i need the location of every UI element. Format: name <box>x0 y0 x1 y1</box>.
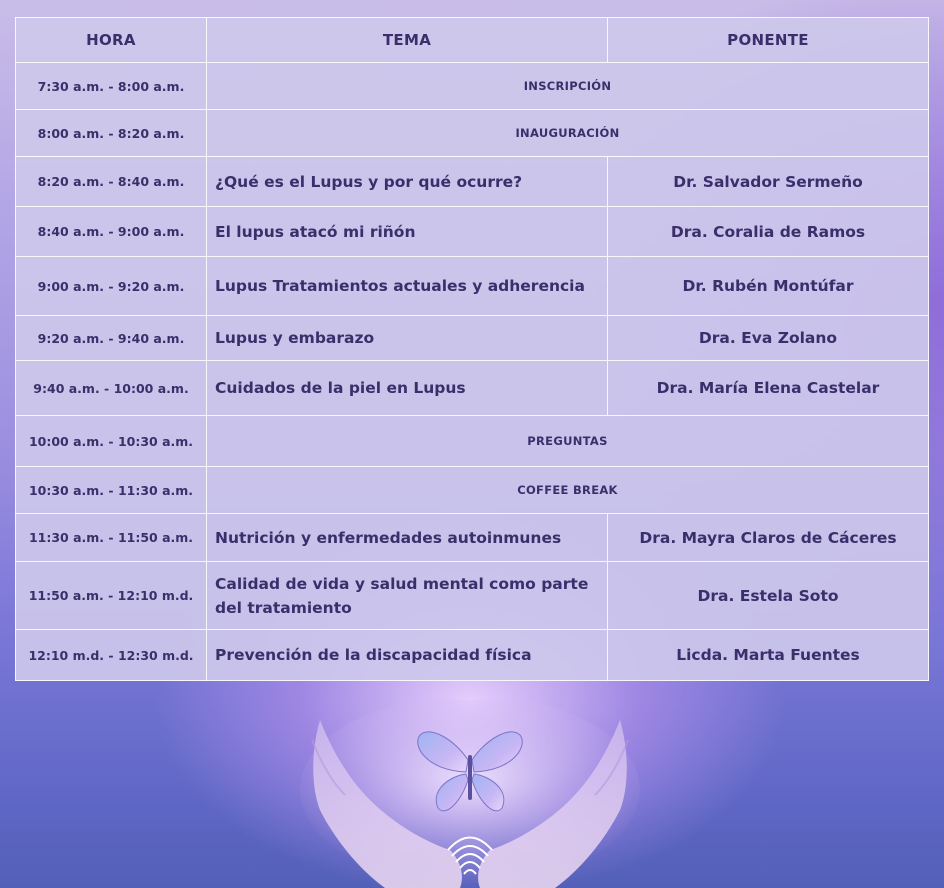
row-ponente: Dra. Coralia de Ramos <box>608 207 929 257</box>
row-tema: El lupus atacó mi riñón <box>207 207 608 257</box>
row-tema: Calidad de vida y salud mental como parte del tratamiento <box>207 562 608 630</box>
row-hora: 7:30 a.m. - 8:00 a.m. <box>16 63 207 110</box>
table-row <box>16 257 929 316</box>
row-tema: Lupus y embarazo <box>207 316 608 361</box>
header-hora: HORA <box>16 18 207 63</box>
row-ponente: Dr. Rubén Montúfar <box>608 257 929 316</box>
row-hora: 8:40 a.m. - 9:00 a.m. <box>16 207 207 257</box>
row-event: PREGUNTAS <box>207 416 929 467</box>
row-hora: 11:30 a.m. - 11:50 a.m. <box>16 514 207 562</box>
row-hora: 9:40 a.m. - 10:00 a.m. <box>16 361 207 416</box>
header-tema: TEMA <box>207 18 608 63</box>
row-ponente: Dr. Salvador Sermeño <box>608 157 929 207</box>
hands-butterfly-illustration <box>290 700 650 888</box>
schedule-table <box>15 17 929 681</box>
table-row <box>16 207 929 257</box>
row-tema: Prevención de la discapacidad física <box>207 630 608 681</box>
row-tema: ¿Qué es el Lupus y por qué ocurre? <box>207 157 608 207</box>
table-row <box>16 467 929 514</box>
table-row <box>16 316 929 361</box>
row-hora: 8:00 a.m. - 8:20 a.m. <box>16 110 207 157</box>
row-event: COFFEE BREAK <box>207 467 929 514</box>
table-row <box>16 157 929 207</box>
table-row <box>16 416 929 467</box>
row-hora: 9:00 a.m. - 9:20 a.m. <box>16 257 207 316</box>
table-row <box>16 562 929 630</box>
row-hora: 11:50 a.m. - 12:10 m.d. <box>16 562 207 630</box>
row-event: INSCRIPCIÓN <box>207 63 929 110</box>
row-ponente: Dra. María Elena Castelar <box>608 361 929 416</box>
row-ponente: Licda. Marta Fuentes <box>608 630 929 681</box>
table-row <box>16 63 929 110</box>
row-tema: Nutrición y enfermedades autoinmunes <box>207 514 608 562</box>
row-hora: 10:00 a.m. - 10:30 a.m. <box>16 416 207 467</box>
row-hora: 8:20 a.m. - 8:40 a.m. <box>16 157 207 207</box>
row-tema: Cuidados de la piel en Lupus <box>207 361 608 416</box>
row-ponente: Dra. Estela Soto <box>608 562 929 630</box>
table-row <box>16 110 929 157</box>
table-row <box>16 361 929 416</box>
row-ponente: Dra. Eva Zolano <box>608 316 929 361</box>
table-row <box>16 514 929 562</box>
row-hora: 12:10 m.d. - 12:30 m.d. <box>16 630 207 681</box>
row-hora: 10:30 a.m. - 11:30 a.m. <box>16 467 207 514</box>
header-ponente: PONENTE <box>608 18 929 63</box>
row-tema: Lupus Tratamientos actuales y adherencia <box>207 257 608 316</box>
table-row <box>16 630 929 681</box>
header-row <box>16 18 929 63</box>
row-event: INAUGURACIÓN <box>207 110 929 157</box>
row-ponente: Dra. Mayra Claros de Cáceres <box>608 514 929 562</box>
row-hora: 9:20 a.m. - 9:40 a.m. <box>16 316 207 361</box>
